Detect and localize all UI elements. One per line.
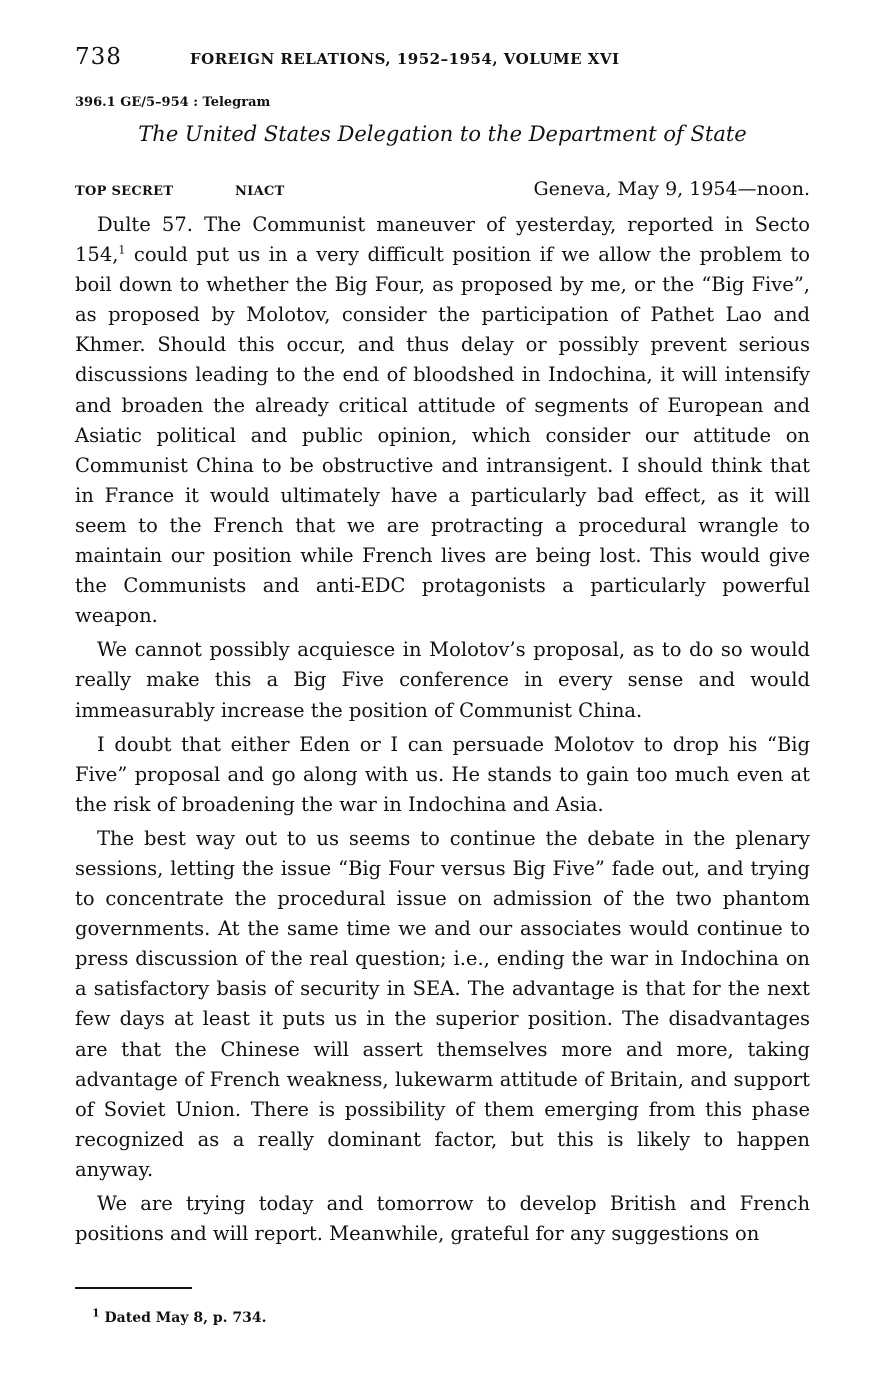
- paragraph-1-end: could put us in a very difficult position if we allow the problem to boil down to whether the Big Four, as proposed by me, or the “Big Five”, as proposed by Molotov, consider the participation of Pathet Lao and Khmer. Should this occur, and thus delay or possibly prevent serious discussions leading to the end of bloodshed in Indochina, it will intensify and broaden the already critical attitude of segments of European and Asiatic political and public opinion, which consider our attitude on Communist China to be obstructive and intransigent. I should think that in France it would ultimately have a particularly bad effect, as it will seem to the French that we are protracting a procedural wrangle to maintain our position while French lives are being lost. This would give the Communists and anti-EDC protagonists a particularly powerful weapon.: [75, 243, 810, 628]
- footnote-rule: [75, 1287, 192, 1289]
- document-title: The United States Delegation to the Department of State: [138, 122, 747, 146]
- classification-line: [75, 178, 810, 208]
- telegram-body: [75, 210, 810, 1253]
- dateline: Geneva, May 9, 1954—noon.: [533, 178, 810, 200]
- file-reference: 396.1 GE/5–954 : Telegram: [75, 95, 271, 110]
- classification-label: TOP SECRET: [75, 184, 174, 199]
- page-header: [75, 44, 810, 74]
- paragraph-4: The best way out to us seems to continue the debate in the plenary sessions, letting the issue “Big Four versus Big Five” fade out, and trying to concentrate the procedural issue on admission of the two phantom governments. At the same time we and our associates would continue to press discussion of the real question; i.e., ending the war in Indochina on a satisfactory basis of security in SEA. The advantage is that for the next few days at least it puts us in the superior position. The disadvantages are that the Chinese will assert themselves more and more, taking advantage of French weakness, lukewarm attitude of Britain, and support of Soviet Union. There is possibility of them emerging from this phase recognized as a really dominant factor, but this is likely to happen anyway.: [75, 826, 810, 1181]
- paragraph-2: We cannot possibly acquiesce in Molotov’s proposal, as to do so would really make this a Big Five conference in every sense and would immeasurably increase the position of Communist China.: [75, 638, 810, 722]
- running-title: FOREIGN RELATIONS, 1952–1954, VOLUME XVI: [190, 50, 620, 68]
- page-number: 738: [75, 44, 122, 70]
- paragraph-1: [75, 210, 810, 631]
- paragraph-5: We are trying today and tomorrow to develop British and French positions and will report. Meanwhile, grateful for any suggestions on: [75, 1192, 810, 1246]
- footnote-text: Dated May 8, p. 734.: [99, 1310, 267, 1326]
- footnote-reference: 1: [118, 243, 126, 257]
- footnote: [92, 1306, 267, 1326]
- paragraph-1-start: Dulte 57. The Communist maneuver of yesterday, reported in Secto 154,: [75, 213, 810, 267]
- paragraph-3: I doubt that either Eden or I can persuade Molotov to drop his “Big Five” proposal and go along with us. He stands to gain too much even at the risk of broadening the war in Indochina and Asia.: [75, 732, 810, 816]
- footnote-mark: 1: [92, 1306, 100, 1320]
- handling-label: NIACT: [235, 184, 285, 199]
